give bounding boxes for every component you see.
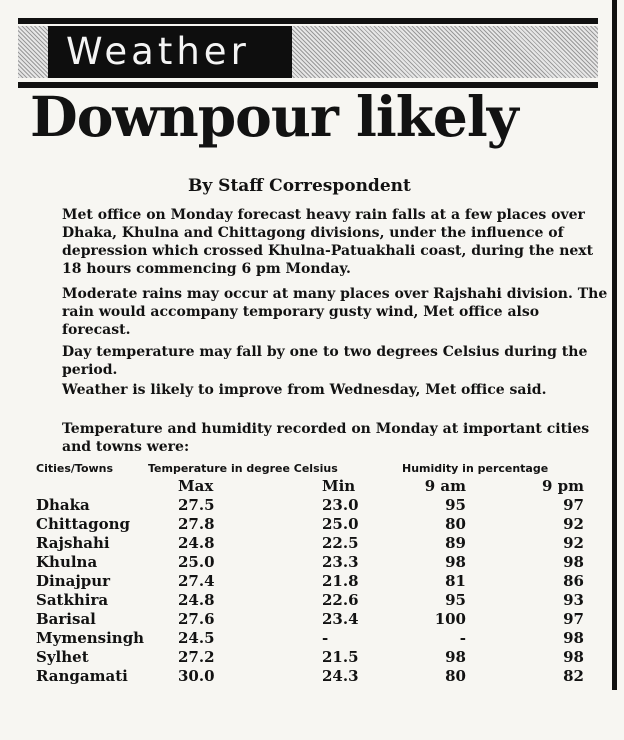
paragraph-1: Met office on Monday forecast heavy rain falls at a few places over Dhaka, Khulna and Chittagong divisions, under the influence of depression which crossed Khulna-Patuakhali coast, during the next 18 hours commencing 6 pm Monday. (62, 207, 594, 277)
max-temp: 24.5 (178, 629, 215, 647)
table-row (0, 667, 624, 687)
table-row (0, 610, 624, 630)
table-row (0, 496, 624, 516)
max-temp: 24.8 (178, 591, 215, 609)
top-rule (18, 18, 598, 24)
paragraph-4: Weather is likely to improve from Wednesday, Met office said. (62, 382, 547, 398)
humidity-9am: 80 (445, 667, 466, 685)
humidity-9am: 95 (445, 496, 466, 514)
min-temp: 23.3 (322, 553, 359, 571)
city-name: Khulna (36, 553, 98, 571)
max-temp: 30.0 (178, 667, 215, 685)
humidity-9pm: 98 (563, 629, 584, 647)
max-temp: 27.5 (178, 496, 215, 514)
subheader-9am: 9 am (424, 477, 466, 495)
city-name: Chittagong (36, 515, 131, 533)
section-banner (18, 26, 598, 78)
city-name: Sylhet (36, 648, 89, 666)
paragraph-2: Moderate rains may occur at many places over Rajshahi division. The rain would accompany temporary gusty wind, Met office also forecast. (62, 286, 608, 338)
city-name: Rajshahi (36, 534, 110, 552)
city-name: Barisal (36, 610, 96, 628)
humidity-9pm: 97 (563, 496, 584, 514)
max-temp: 24.8 (178, 534, 215, 552)
subheader-min: Min (322, 477, 356, 495)
humidity-9pm: 92 (563, 534, 584, 552)
subheader-max: Max (178, 477, 214, 495)
max-temp: 27.4 (178, 572, 215, 590)
humidity-9pm: 98 (563, 553, 584, 571)
paragraph-3: Day temperature may fall by one to two degrees Celsius during the period. (62, 344, 588, 378)
city-name: Satkhira (36, 591, 109, 609)
humidity-9pm: 93 (563, 591, 584, 609)
min-temp: 21.8 (322, 572, 359, 590)
header-humidity: Humidity in percentage (402, 462, 549, 475)
humidity-9am: - (459, 629, 466, 647)
min-temp: 24.3 (322, 667, 359, 685)
max-temp: 27.6 (178, 610, 215, 628)
humidity-9am: 81 (445, 572, 466, 590)
city-name: Dhaka (36, 496, 90, 514)
city-name: Rangamati (36, 667, 128, 685)
table-row (0, 515, 624, 535)
max-temp: 25.0 (178, 553, 215, 571)
humidity-9am: 100 (434, 610, 466, 628)
table-row (0, 534, 624, 554)
table-row (0, 572, 624, 592)
table-row (0, 629, 624, 649)
min-temp: 25.0 (322, 515, 359, 533)
subheader-row (0, 477, 624, 497)
humidity-9pm: 86 (563, 572, 584, 590)
humidity-9am: 98 (445, 648, 466, 666)
humidity-9pm: 98 (563, 648, 584, 666)
humidity-9pm: 97 (563, 610, 584, 628)
humidity-9pm: 92 (563, 515, 584, 533)
subheader-9pm: 9 pm (541, 477, 584, 495)
min-temp: 22.6 (322, 591, 359, 609)
min-temp: 23.0 (322, 496, 359, 514)
min-temp: 22.5 (322, 534, 359, 552)
city-name: Mymensingh (36, 629, 145, 647)
table-row (0, 591, 624, 611)
table-row (0, 553, 624, 573)
min-temp: - (322, 629, 329, 647)
section-label: Weather (66, 30, 250, 73)
city-name: Dinajpur (36, 572, 111, 590)
header-cities: Cities/Towns (36, 462, 114, 475)
max-temp: 27.2 (178, 648, 215, 666)
header-temperature: Temperature in degree Celsius (148, 462, 338, 475)
humidity-9am: 95 (445, 591, 466, 609)
byline: By Staff Correspondent (188, 176, 411, 196)
humidity-9am: 98 (445, 553, 466, 571)
humidity-9am: 80 (445, 515, 466, 533)
min-temp: 23.4 (322, 610, 359, 628)
paragraph-5: Temperature and humidity recorded on Monday at important cities and towns were: (62, 421, 590, 455)
humidity-9am: 89 (445, 534, 466, 552)
table-row (0, 648, 624, 668)
max-temp: 27.8 (178, 515, 215, 533)
headline: Downpour likely (30, 84, 518, 149)
min-temp: 21.5 (322, 648, 359, 666)
section-label-box (48, 26, 292, 78)
humidity-9pm: 82 (563, 667, 584, 685)
